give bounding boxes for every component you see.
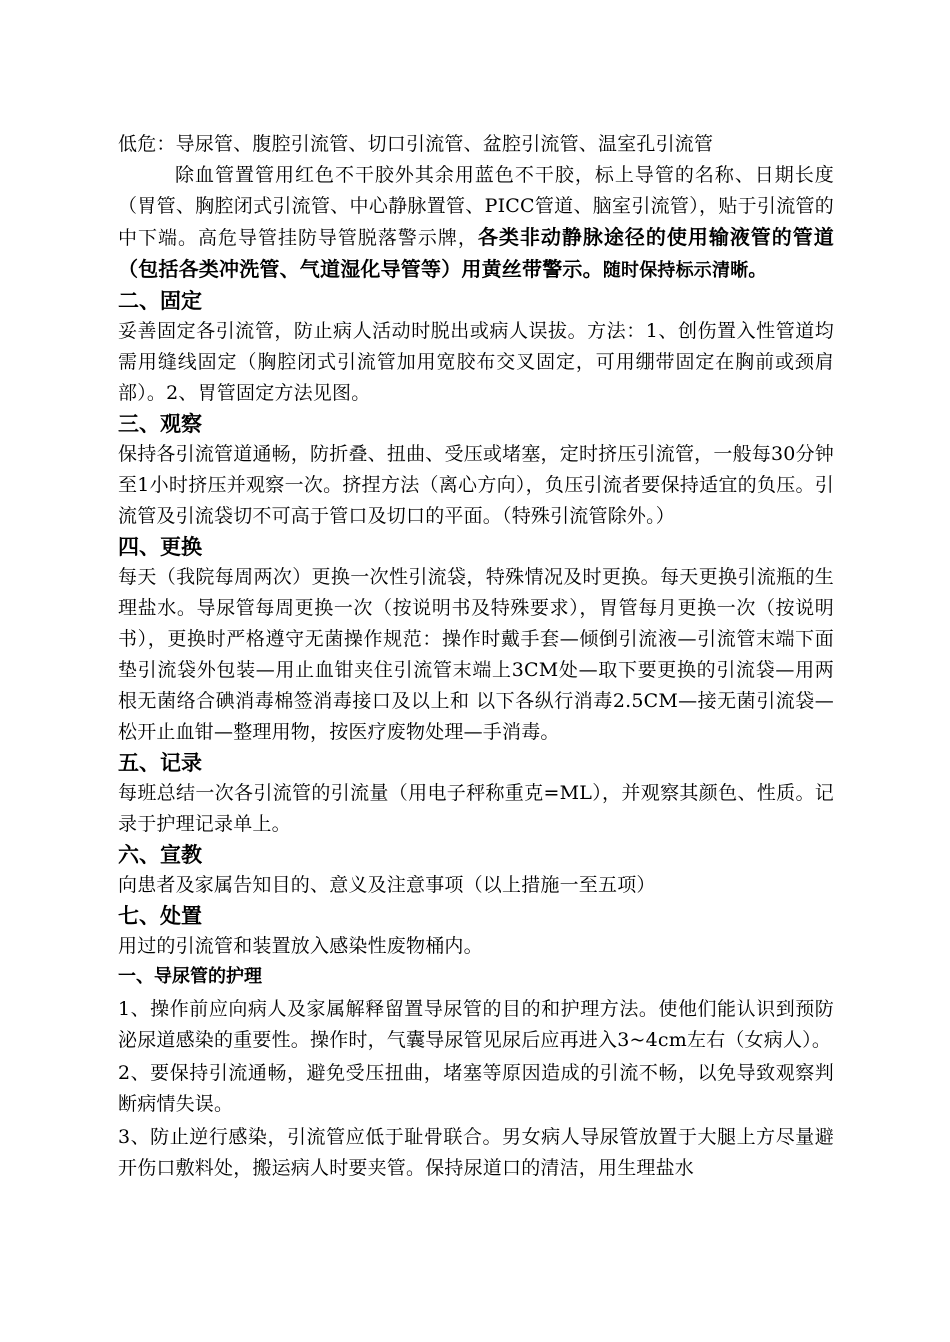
- section-title: 三、观察: [118, 412, 202, 436]
- label-paragraph-bold: 各类非动静脉途径的使用输液管的管道（包括各类冲洗管、气道湿化导管等）用黄丝带警示。: [118, 225, 834, 281]
- label-paragraph-bold-2: 随时保持标示清晰。: [602, 260, 767, 281]
- label-paragraph: [118, 160, 834, 286]
- list-item: 1、操作前应向病人及家属解释留置导尿管的目的和护理方法。使他们能认识到预防泌尿道感染的重要性。操作时，气囊导尿管见尿后应再进入3~4cm左右（女病人）。: [118, 998, 834, 1051]
- section-title: 四、更换: [118, 535, 202, 559]
- section-education: [118, 840, 834, 901]
- section-disposal: [118, 901, 834, 962]
- section-title: 二、固定: [118, 289, 202, 313]
- section-fixation: [118, 286, 834, 409]
- section-title: 七、处置: [118, 904, 202, 928]
- section-title: 六、宣教: [118, 843, 202, 867]
- list-item: 3、防止逆行感染，引流管应低于耻骨联合。男女病人导尿管放置于大腿上方尽量避开伤口敷料处，搬运病人时要夹管。保持尿道口的清洁，用生理盐水: [118, 1126, 834, 1179]
- section-body: 用过的引流管和装置放入感染性废物桶内。: [118, 935, 483, 957]
- section-body: 保持各引流管道通畅，防折叠、扭曲、受压或堵塞，定时挤压引流管，一般每30分钟至1小时挤压并观察一次。挤捏方法（离心方向），负压引流者要保持适宜的负压。引流管及引流袋切不可高于管口及切口的平面。（特殊引流管除外。）: [118, 443, 834, 527]
- section-body: 向患者及家属告知目的、意义及注意事项（以上措施一至五项）: [118, 874, 656, 896]
- section-title: 一、导尿管的护理: [118, 966, 262, 987]
- section-body: 每天（我院每周两次）更换一次性引流袋，特殊情况及时更换。每天更换引流瓶的生理盐水。导尿管每周更换一次（按说明书及特殊要求），胃管每月更换一次（按说明书），更换时严格遵守无菌操作规范：操作时戴手套—倾倒引流液—引流管末端下面垫引流袋外包装—用止血钳夹住引流管末端上3CM处—取下要更换的引流袋—用两根无菌络合碘消毒棉签消毒接口及以上和 以下各纵行消毒2.5CM—接无菌引流袋—松开止血钳—整理用物，按医疗废物处理—手消毒。: [118, 566, 834, 743]
- section-body: 妥善固定各引流管，防止病人活动时脱出或病人误拔。方法：1、创伤置入性管道均需用缝线固定（胸腔闭式引流管加用宽胶布交叉固定，可用绷带固定在胸前或颈肩部）。2、胃管固定方法见图。: [118, 320, 834, 404]
- section-observation: [118, 409, 834, 532]
- low-risk-line: 低危：导尿管、腹腔引流管、切口引流管、盆腔引流管、温室孔引流管: [118, 133, 714, 155]
- document-page: [118, 129, 834, 1184]
- section-catheter-care: [118, 962, 834, 1184]
- section-record: [118, 748, 834, 840]
- section-title: 五、记录: [118, 751, 202, 775]
- label-paragraph-text: 除血管置管用红色不干胶外其余用蓝色不干胶，标上导管的名称、日期长度（胃管、胸腔闭式引流管、中心静脉置管、PICC管道、脑室引流管），贴于引流管的中下端。高危导管挂防导管脱落警示牌，: [118, 164, 834, 249]
- section-body: 每班总结一次各引流管的引流量（用电子秤称重克=ML），并观察其颜色、性质。记录于护理记录单上。: [118, 782, 834, 835]
- list-item: 2、要保持引流通畅，避免受压扭曲，堵塞等原因造成的引流不畅，以免导致观察判断病情失误。: [118, 1062, 834, 1115]
- section-replacement: [118, 532, 834, 748]
